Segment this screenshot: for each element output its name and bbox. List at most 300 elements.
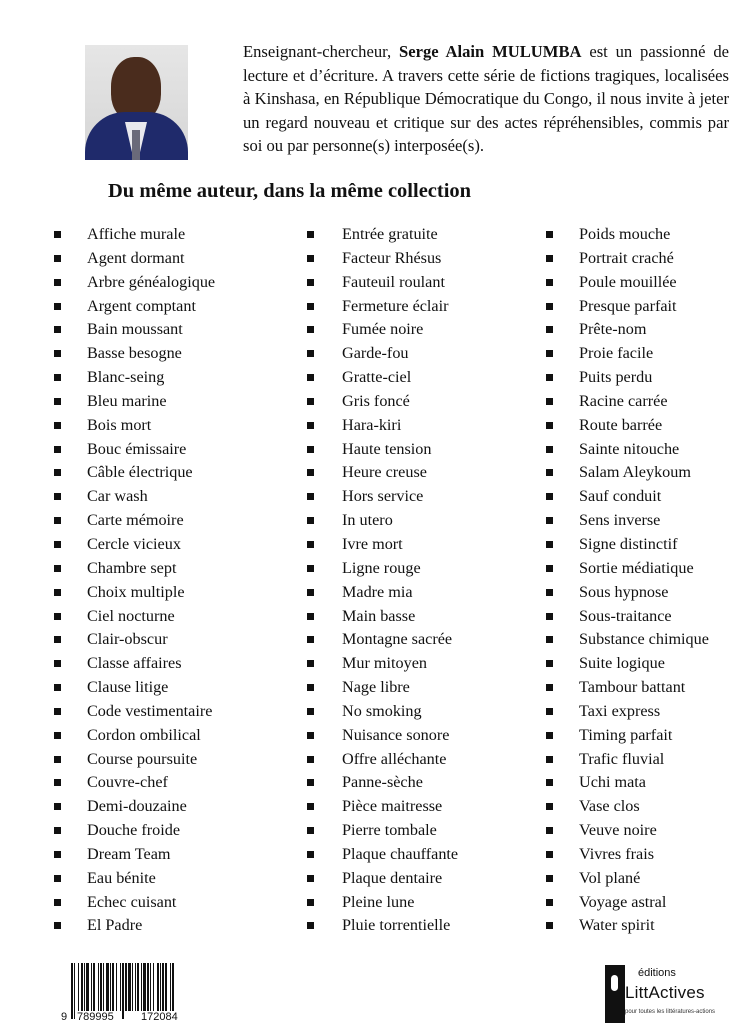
title-label: Pleine lune bbox=[342, 892, 415, 911]
title-label: Sous-traitance bbox=[579, 606, 672, 625]
title-label: Bleu marine bbox=[87, 391, 167, 410]
title-item bbox=[342, 461, 458, 485]
title-label: Carte mémoire bbox=[87, 511, 184, 530]
title-label: Hara-kiri bbox=[342, 415, 402, 434]
barcode-bar bbox=[160, 963, 161, 1011]
title-label: Entrée gratuite bbox=[342, 225, 438, 243]
title-label: Nuisance sonore bbox=[342, 725, 450, 744]
bullet-icon bbox=[54, 422, 61, 429]
title-item bbox=[342, 247, 458, 271]
barcode-bar bbox=[112, 963, 114, 1011]
bullet-icon bbox=[307, 827, 314, 834]
title-item bbox=[342, 438, 458, 462]
bullet-icon bbox=[546, 350, 553, 357]
bullet-icon bbox=[307, 398, 314, 405]
bullet-icon bbox=[546, 756, 553, 763]
title-label: Couvre-chef bbox=[87, 773, 168, 792]
title-label: Bois mort bbox=[87, 415, 152, 434]
title-label: Plaque dentaire bbox=[342, 868, 443, 887]
bullet-icon bbox=[54, 899, 61, 906]
bullet-icon bbox=[307, 255, 314, 262]
title-item bbox=[342, 581, 458, 605]
title-item bbox=[579, 843, 709, 867]
publisher-logo bbox=[605, 963, 725, 1029]
title-item bbox=[87, 390, 215, 414]
title-item bbox=[579, 509, 709, 533]
title-label: Classe affaires bbox=[87, 654, 182, 673]
bullet-icon bbox=[307, 541, 314, 548]
bullet-icon bbox=[54, 589, 61, 596]
barcode-bar bbox=[162, 963, 164, 1011]
title-item bbox=[579, 652, 709, 676]
title-item bbox=[342, 700, 458, 724]
title-label: Sortie médiatique bbox=[579, 558, 694, 577]
bullet-icon bbox=[307, 231, 314, 238]
title-item bbox=[87, 914, 215, 938]
bullet-icon bbox=[54, 398, 61, 405]
title-label: Taxi express bbox=[579, 701, 661, 720]
title-item bbox=[342, 485, 458, 509]
barcode-bar bbox=[78, 963, 79, 1011]
title-label: Racine carrée bbox=[579, 391, 668, 410]
bullet-icon bbox=[307, 565, 314, 572]
bullet-icon bbox=[546, 303, 553, 310]
title-item bbox=[579, 271, 709, 295]
title-label: Ligne rouge bbox=[342, 558, 421, 577]
title-item bbox=[342, 342, 458, 366]
barcode-bar bbox=[84, 963, 85, 1011]
title-label: Gratte-ciel bbox=[342, 368, 412, 387]
bio-prefix: Enseignant-chercheur, bbox=[243, 42, 399, 61]
title-label: Clause litige bbox=[87, 678, 169, 697]
barcode-bar bbox=[86, 963, 89, 1011]
bullet-icon bbox=[546, 469, 553, 476]
title-item bbox=[579, 867, 709, 891]
title-item bbox=[342, 843, 458, 867]
bullet-icon bbox=[546, 922, 553, 929]
author-photo bbox=[85, 45, 188, 160]
title-label: Montagne sacrée bbox=[342, 630, 453, 649]
title-item bbox=[87, 438, 215, 462]
bullet-icon bbox=[54, 231, 61, 238]
title-label: Choix multiple bbox=[87, 582, 185, 601]
title-item bbox=[579, 891, 709, 915]
bullet-icon bbox=[54, 613, 61, 620]
title-item bbox=[342, 414, 458, 438]
bullet-icon bbox=[307, 899, 314, 906]
barcode-bar bbox=[110, 963, 111, 1011]
title-item bbox=[342, 557, 458, 581]
bullet-icon bbox=[54, 922, 61, 929]
title-item bbox=[87, 557, 215, 581]
barcode-bar bbox=[103, 963, 104, 1011]
titles-column-3 bbox=[579, 223, 709, 938]
title-item bbox=[342, 318, 458, 342]
title-label: Main basse bbox=[342, 606, 416, 625]
title-item bbox=[579, 605, 709, 629]
title-label: In utero bbox=[342, 511, 393, 530]
title-item bbox=[579, 557, 709, 581]
bullet-icon bbox=[546, 541, 553, 548]
title-item bbox=[87, 581, 215, 605]
title-item bbox=[342, 605, 458, 629]
title-item bbox=[342, 223, 458, 247]
barcode-bar bbox=[153, 963, 154, 1011]
barcode-bar bbox=[157, 963, 159, 1011]
title-item bbox=[579, 771, 709, 795]
title-item bbox=[87, 605, 215, 629]
bullet-icon bbox=[307, 279, 314, 286]
bullet-icon bbox=[54, 493, 61, 500]
publisher-tagline: pour toutes les littératures-actions bbox=[625, 1009, 716, 1015]
title-item bbox=[342, 914, 458, 938]
publisher-brand: LittActives bbox=[625, 983, 705, 1002]
title-label: Chambre sept bbox=[87, 558, 177, 577]
barcode-bar bbox=[147, 963, 149, 1011]
bullet-icon bbox=[546, 517, 553, 524]
title-item bbox=[579, 700, 709, 724]
title-label: Voyage astral bbox=[579, 892, 667, 911]
title-label: Proie facile bbox=[579, 344, 654, 363]
title-label: Bouc émissaire bbox=[87, 439, 187, 458]
bullet-icon bbox=[546, 899, 553, 906]
title-label: Pluie torrentielle bbox=[342, 916, 451, 935]
bullet-icon bbox=[307, 326, 314, 333]
bullet-icon bbox=[54, 732, 61, 739]
bullet-icon bbox=[54, 660, 61, 667]
barcode-bar bbox=[132, 963, 133, 1011]
bullet-icon bbox=[546, 279, 553, 286]
bullet-icon bbox=[54, 565, 61, 572]
title-label: Facteur Rhésus bbox=[342, 248, 442, 267]
barcode-bar bbox=[143, 963, 146, 1011]
title-item bbox=[342, 390, 458, 414]
title-label: Haute tension bbox=[342, 439, 432, 458]
title-label: Sauf conduit bbox=[579, 487, 662, 506]
title-item bbox=[87, 342, 215, 366]
bullet-icon bbox=[546, 231, 553, 238]
bullet-icon bbox=[546, 827, 553, 834]
title-label: Sens inverse bbox=[579, 511, 661, 530]
title-item bbox=[87, 891, 215, 915]
title-label: Suite logique bbox=[579, 654, 665, 673]
title-label: Vol plané bbox=[579, 868, 641, 887]
bullet-icon bbox=[307, 422, 314, 429]
barcode-bar bbox=[100, 963, 102, 1011]
bullet-icon bbox=[546, 660, 553, 667]
bullet-icon bbox=[307, 374, 314, 381]
title-item bbox=[87, 724, 215, 748]
bullet-icon bbox=[54, 303, 61, 310]
barcode-bar bbox=[122, 963, 124, 1019]
title-label: Demi-douzaine bbox=[87, 797, 187, 816]
title-item bbox=[342, 366, 458, 390]
title-label: El Padre bbox=[87, 916, 143, 935]
bullet-icon bbox=[546, 613, 553, 620]
title-label: Puits perdu bbox=[579, 368, 653, 387]
bullet-icon bbox=[546, 636, 553, 643]
title-label: Pièce maitresse bbox=[342, 797, 443, 816]
title-item bbox=[579, 461, 709, 485]
bullet-icon bbox=[54, 255, 61, 262]
title-item bbox=[579, 342, 709, 366]
title-item bbox=[579, 318, 709, 342]
title-label: Madre mia bbox=[342, 582, 413, 601]
title-label: Veuve noire bbox=[579, 821, 657, 840]
title-item bbox=[87, 676, 215, 700]
collection-heading: Du même auteur, dans la même collection bbox=[108, 180, 472, 202]
bullet-icon bbox=[307, 660, 314, 667]
title-label: Arbre généalogique bbox=[87, 272, 216, 291]
title-item bbox=[579, 223, 709, 247]
title-label: Eau bénite bbox=[87, 868, 156, 887]
barcode-bar bbox=[170, 963, 171, 1011]
bullet-icon bbox=[307, 708, 314, 715]
bullet-icon bbox=[307, 732, 314, 739]
publisher-editions: éditions bbox=[638, 967, 676, 979]
bio-text: est un passionné de lecture et d’écriture. A travers cette série de fictions tragiques, localisées à Kinshasa, en République Démocratique du Congo, il nous invite à jeter un regard nouveau et critique sur des actes répréhensibles, commis par soi ou par personne(s) interposée(s). bbox=[243, 42, 729, 155]
title-item bbox=[87, 748, 215, 772]
title-item bbox=[342, 628, 458, 652]
publisher-logo-icon bbox=[605, 965, 625, 1023]
bullet-icon bbox=[546, 732, 553, 739]
barcode-group-1: 789995 bbox=[77, 1011, 114, 1023]
title-label: Vase clos bbox=[579, 797, 640, 816]
bullet-icon bbox=[307, 613, 314, 620]
title-label: Dream Team bbox=[87, 844, 171, 863]
bullet-icon bbox=[54, 684, 61, 691]
title-item bbox=[87, 867, 215, 891]
title-label: Affiche murale bbox=[87, 225, 186, 243]
bullet-icon bbox=[54, 851, 61, 858]
title-item bbox=[87, 509, 215, 533]
title-label: Sainte nitouche bbox=[579, 439, 680, 458]
title-label: Cercle vicieux bbox=[87, 534, 181, 553]
title-item bbox=[579, 676, 709, 700]
title-item bbox=[579, 414, 709, 438]
bullet-icon bbox=[546, 565, 553, 572]
bullet-icon bbox=[54, 779, 61, 786]
title-label: Panne-sèche bbox=[342, 773, 423, 792]
bullet-icon bbox=[546, 708, 553, 715]
barcode-bar bbox=[98, 963, 99, 1011]
barcode-bar bbox=[93, 963, 95, 1011]
title-label: Mur mitoyen bbox=[342, 654, 427, 673]
bullet-icon bbox=[54, 756, 61, 763]
title-item bbox=[87, 771, 215, 795]
bullet-icon bbox=[307, 756, 314, 763]
title-label: Agent dormant bbox=[87, 248, 185, 267]
bullet-icon bbox=[307, 875, 314, 882]
bullet-icon bbox=[546, 326, 553, 333]
barcode-bar bbox=[128, 963, 131, 1011]
title-label: Timing parfait bbox=[579, 725, 673, 744]
bullet-icon bbox=[307, 493, 314, 500]
title-label: Bain moussant bbox=[87, 320, 183, 339]
barcode-bar bbox=[150, 963, 151, 1011]
title-item bbox=[87, 223, 215, 247]
bullet-icon bbox=[54, 541, 61, 548]
title-item bbox=[87, 795, 215, 819]
barcode-bar bbox=[106, 963, 109, 1011]
bullet-icon bbox=[54, 350, 61, 357]
title-item bbox=[579, 438, 709, 462]
title-label: Salam Aleykoum bbox=[579, 463, 691, 482]
bullet-icon bbox=[54, 446, 61, 453]
title-item bbox=[342, 271, 458, 295]
title-label: Presque parfait bbox=[579, 296, 677, 315]
bullet-icon bbox=[54, 517, 61, 524]
bullet-icon bbox=[54, 827, 61, 834]
bullet-icon bbox=[546, 255, 553, 262]
title-label: Douche froide bbox=[87, 821, 181, 840]
title-label: Hors service bbox=[342, 487, 424, 506]
title-label: Nage libre bbox=[342, 678, 410, 697]
bullet-icon bbox=[546, 446, 553, 453]
title-item bbox=[342, 652, 458, 676]
title-item bbox=[87, 318, 215, 342]
title-label: Substance chimique bbox=[579, 630, 709, 649]
bullet-icon bbox=[307, 803, 314, 810]
bullet-icon bbox=[307, 851, 314, 858]
title-label: Basse besogne bbox=[87, 344, 182, 363]
title-label: Cordon ombilical bbox=[87, 725, 201, 744]
title-label: Car wash bbox=[87, 487, 148, 506]
title-item bbox=[87, 700, 215, 724]
title-item bbox=[579, 295, 709, 319]
title-item bbox=[342, 724, 458, 748]
barcode-bar bbox=[165, 963, 167, 1011]
title-label: Câble électrique bbox=[87, 463, 193, 482]
title-item bbox=[342, 509, 458, 533]
title-item bbox=[579, 748, 709, 772]
barcode-bar bbox=[120, 963, 121, 1011]
bullet-icon bbox=[307, 589, 314, 596]
title-label: Fauteuil roulant bbox=[342, 272, 445, 291]
barcode-bar bbox=[116, 963, 117, 1011]
bullet-icon bbox=[54, 326, 61, 333]
title-item bbox=[342, 819, 458, 843]
title-item bbox=[579, 581, 709, 605]
title-item bbox=[342, 891, 458, 915]
bullet-icon bbox=[546, 422, 553, 429]
bullet-icon bbox=[54, 875, 61, 882]
title-label: Fermeture éclair bbox=[342, 296, 449, 315]
title-item bbox=[87, 819, 215, 843]
isbn-barcode bbox=[60, 963, 208, 1025]
title-label: Pierre tombale bbox=[342, 821, 437, 840]
bullet-icon bbox=[307, 517, 314, 524]
title-label: Prête-nom bbox=[579, 320, 647, 339]
title-item bbox=[342, 795, 458, 819]
title-label: Fumée noire bbox=[342, 320, 424, 339]
title-item bbox=[342, 676, 458, 700]
bullet-icon bbox=[54, 708, 61, 715]
title-item bbox=[342, 295, 458, 319]
title-label: Poule mouillée bbox=[579, 272, 677, 291]
bullet-icon bbox=[54, 279, 61, 286]
barcode-digit-1: 9 bbox=[61, 1011, 68, 1023]
title-label: Code vestimentaire bbox=[87, 701, 213, 720]
title-label: Ivre mort bbox=[342, 534, 403, 553]
title-item bbox=[579, 795, 709, 819]
title-label: Heure creuse bbox=[342, 463, 427, 482]
bullet-icon bbox=[546, 851, 553, 858]
author-bio bbox=[243, 40, 729, 158]
title-label: Argent comptant bbox=[87, 296, 196, 315]
title-item bbox=[579, 485, 709, 509]
title-label: Tambour battant bbox=[579, 678, 686, 697]
title-item bbox=[87, 271, 215, 295]
title-item bbox=[342, 771, 458, 795]
bullet-icon bbox=[54, 803, 61, 810]
barcode-bar bbox=[135, 963, 136, 1011]
bullet-icon bbox=[54, 636, 61, 643]
title-label: Trafic fluvial bbox=[579, 749, 665, 768]
titles-column-2 bbox=[342, 223, 458, 938]
title-item bbox=[342, 867, 458, 891]
author-name: Serge Alain MULUMBA bbox=[398, 42, 582, 61]
bullet-icon bbox=[307, 303, 314, 310]
barcode-bar bbox=[137, 963, 139, 1011]
barcode-bar bbox=[125, 963, 127, 1011]
barcode-bar bbox=[71, 963, 73, 1019]
title-label: Offre alléchante bbox=[342, 749, 447, 768]
title-label: Gris foncé bbox=[342, 391, 410, 410]
title-label: Echec cuisant bbox=[87, 892, 177, 911]
bullet-icon bbox=[307, 779, 314, 786]
title-label: Route barrée bbox=[579, 415, 663, 434]
title-label: Garde-fou bbox=[342, 344, 409, 363]
title-label: Ciel nocturne bbox=[87, 606, 175, 625]
bullet-icon bbox=[546, 779, 553, 786]
title-label: Plaque chauffante bbox=[342, 844, 459, 863]
title-item bbox=[579, 247, 709, 271]
bullet-icon bbox=[54, 374, 61, 381]
title-item bbox=[579, 628, 709, 652]
title-label: Sous hypnose bbox=[579, 582, 669, 601]
title-item bbox=[87, 366, 215, 390]
bullet-icon bbox=[307, 469, 314, 476]
title-label: No smoking bbox=[342, 701, 422, 720]
title-item bbox=[579, 724, 709, 748]
title-label: Portrait craché bbox=[579, 248, 674, 267]
title-item bbox=[342, 533, 458, 557]
title-label: Clair-obscur bbox=[87, 630, 168, 649]
title-item bbox=[87, 485, 215, 509]
bullet-icon bbox=[307, 922, 314, 929]
title-label: Vivres frais bbox=[579, 844, 654, 863]
title-label: Water spirit bbox=[579, 916, 655, 935]
title-item bbox=[87, 628, 215, 652]
title-item bbox=[342, 748, 458, 772]
title-item bbox=[87, 652, 215, 676]
bullet-icon bbox=[307, 446, 314, 453]
bullet-icon bbox=[54, 469, 61, 476]
barcode-bar bbox=[91, 963, 92, 1011]
title-item bbox=[579, 390, 709, 414]
title-item bbox=[87, 247, 215, 271]
title-label: Signe distinctif bbox=[579, 534, 678, 553]
bullet-icon bbox=[546, 684, 553, 691]
bullet-icon bbox=[546, 803, 553, 810]
titles-column-1 bbox=[87, 223, 215, 938]
title-item bbox=[579, 914, 709, 938]
title-item bbox=[87, 533, 215, 557]
title-item bbox=[87, 461, 215, 485]
title-item bbox=[87, 843, 215, 867]
bullet-icon bbox=[546, 398, 553, 405]
